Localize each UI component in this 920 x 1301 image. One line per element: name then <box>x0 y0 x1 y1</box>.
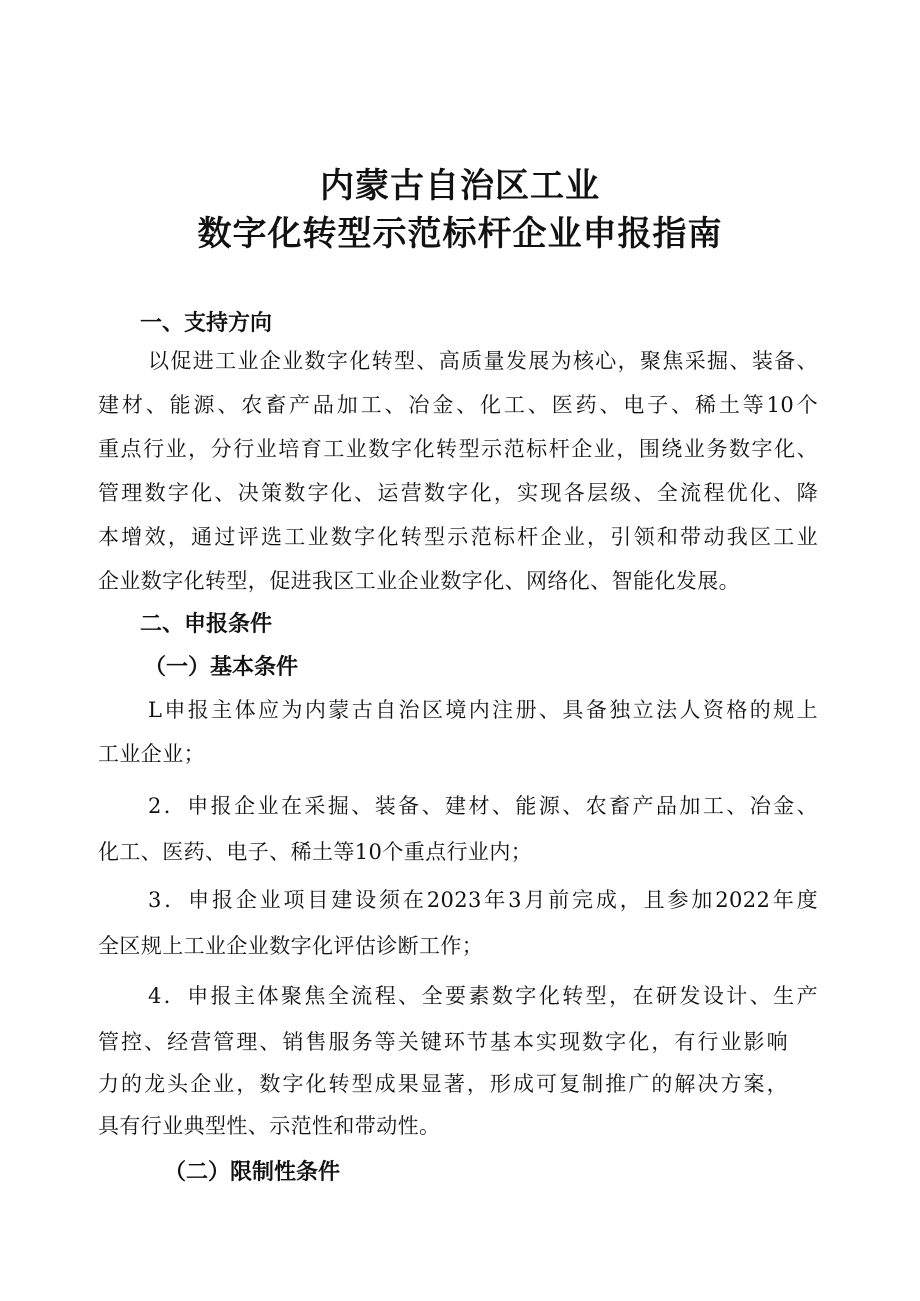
list-item-line: 管控、经营管理、销售服务等关键环节基本实现数字化，有行业影响 <box>98 1030 788 1054</box>
list-item-line: 3．申报企业项目建设须在2023年3月前完成，且参加2022年度 <box>148 888 818 912</box>
list-item-line: 具有行业典型性、示范性和带动性。 <box>98 1114 441 1138</box>
document-title-line-1: 内蒙古自治区工业 <box>320 166 600 206</box>
list-item-line: 全区规上工业企业数字化评估诊断工作； <box>98 934 484 958</box>
paragraph-line: 建材、能源、农畜产品加工、冶金、化工、医药、电子、稀土等10个 <box>98 393 818 417</box>
section-heading-support-direction: 一、支持方向 <box>140 311 273 336</box>
subsection-heading-restrictive-conditions: （二）限制性条件 <box>164 1160 341 1185</box>
paragraph-line: 以促进工业企业数字化转型、高质量发展为核心，聚焦采掘、装备、 <box>148 349 818 373</box>
paragraph-line: 本增效，通过评选工业数字化转型示范标杆企业，引领和带动我区工业 <box>98 525 818 549</box>
list-item-line: 化工、医药、电子、稀土等10个重点行业内； <box>98 840 533 864</box>
list-item-line: 2．申报企业在采掘、装备、建材、能源、农畜产品加工、冶金、 <box>148 794 818 818</box>
paragraph-line: 重点行业，分行业培育工业数字化转型示范标杆企业，围绕业务数字化、 <box>98 437 818 461</box>
subsection-heading-basic-conditions: （一）基本条件 <box>144 655 299 680</box>
paragraph-line: 管理数字化、决策数字化、运营数字化，实现各层级、全流程优化、降 <box>98 481 818 505</box>
list-item-line: 力的龙头企业，数字化转型成果显著，形成可复制推广的解决方案， <box>98 1072 788 1096</box>
document-title-line-2: 数字化转型示范标杆企业申报指南 <box>197 214 723 254</box>
paragraph-line: 企业数字化转型，促进我区工业企业数字化、网络化、智能化发展。 <box>98 569 740 593</box>
list-item-line: 工业企业； <box>98 742 205 766</box>
section-heading-application-conditions: 二、申报条件 <box>140 612 273 637</box>
list-item-line: L申报主体应为内蒙古自治区境内注册、具备独立法人资格的规上 <box>148 698 818 722</box>
list-item-line: 4．申报主体聚焦全流程、全要素数字化转型，在研发设计、生产 <box>148 984 818 1008</box>
